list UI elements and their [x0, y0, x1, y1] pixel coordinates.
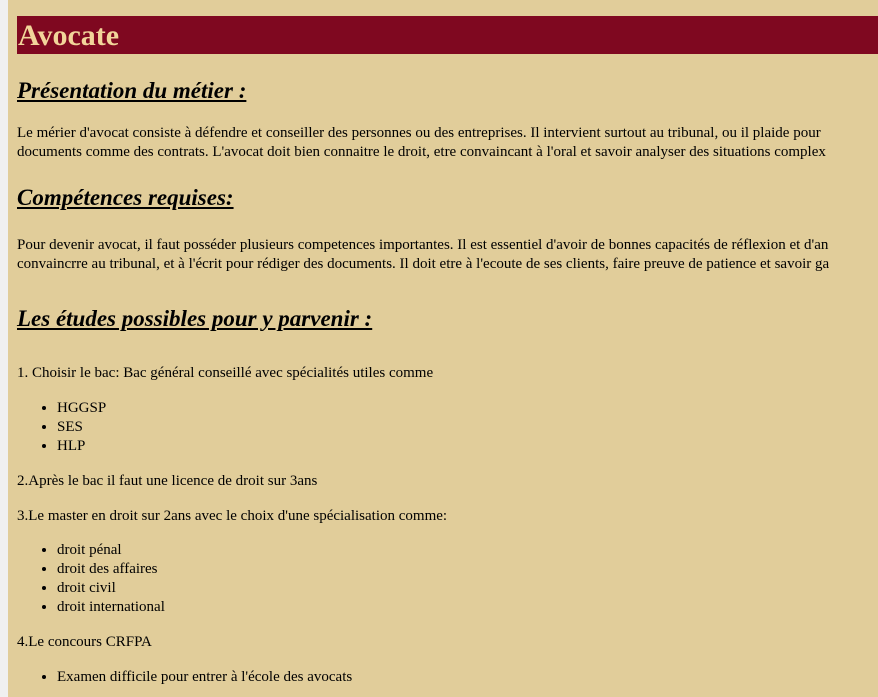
presentation-line-1: Le mérier d'avocat consiste à défendre et conseiller des personnes ou des entreprises. Il intervient surtout au tribunal, ou il plaide pour [17, 125, 821, 141]
list-item: • HGGSP [57, 399, 106, 418]
list-item: • droit pénal [57, 541, 165, 560]
step-1: 1. Choisir le bac: Bac général conseillé avec spécialités utiles comme [17, 365, 434, 381]
list-item: • Examen difficile pour entrer à l'école des avocats [57, 668, 352, 687]
step-4: 4.Le concours CRFPA [17, 634, 152, 650]
heading-competences: Compétences requises: [17, 185, 234, 210]
title-bar [17, 16, 878, 54]
step-4-list [17, 668, 352, 687]
heading-presentation: Présentation du métier : [17, 78, 247, 103]
step-1-list [17, 399, 106, 456]
step-2: 2.Après le bac il faut une licence de droit sur 3ans [17, 473, 318, 489]
step-3: 3.Le master en droit sur 2ans avec le choix d'une spécialisation comme: [17, 508, 448, 524]
step-3-list [17, 541, 165, 617]
competences-line-2: convaincrre au tribunal, et à l'écrit pour rédiger des documents. Il doit etre à l'ecoute de ses clients, faire preuve de patience et savoir ga [17, 256, 830, 272]
page [8, 0, 878, 697]
list-item: • droit des affaires [57, 560, 165, 579]
competences-line-1: Pour devenir avocat, il faut posséder plusieurs competences importantes. Il est essentiel d'avoir de bonnes capacités de réflexion et d'an [17, 237, 829, 253]
presentation-line-2: documents comme des contrats. L'avocat doit bien connaitre le droit, etre convaincant à l'oral et savoir analyser des situations complex [17, 144, 826, 160]
list-item: • droit international [57, 598, 165, 617]
list-item: • SES [57, 418, 106, 437]
heading-etudes: Les études possibles pour y parvenir : [17, 306, 373, 331]
page-title: Avocate [18, 19, 120, 52]
list-item: • HLP [57, 437, 106, 456]
list-item: • droit civil [57, 579, 165, 598]
